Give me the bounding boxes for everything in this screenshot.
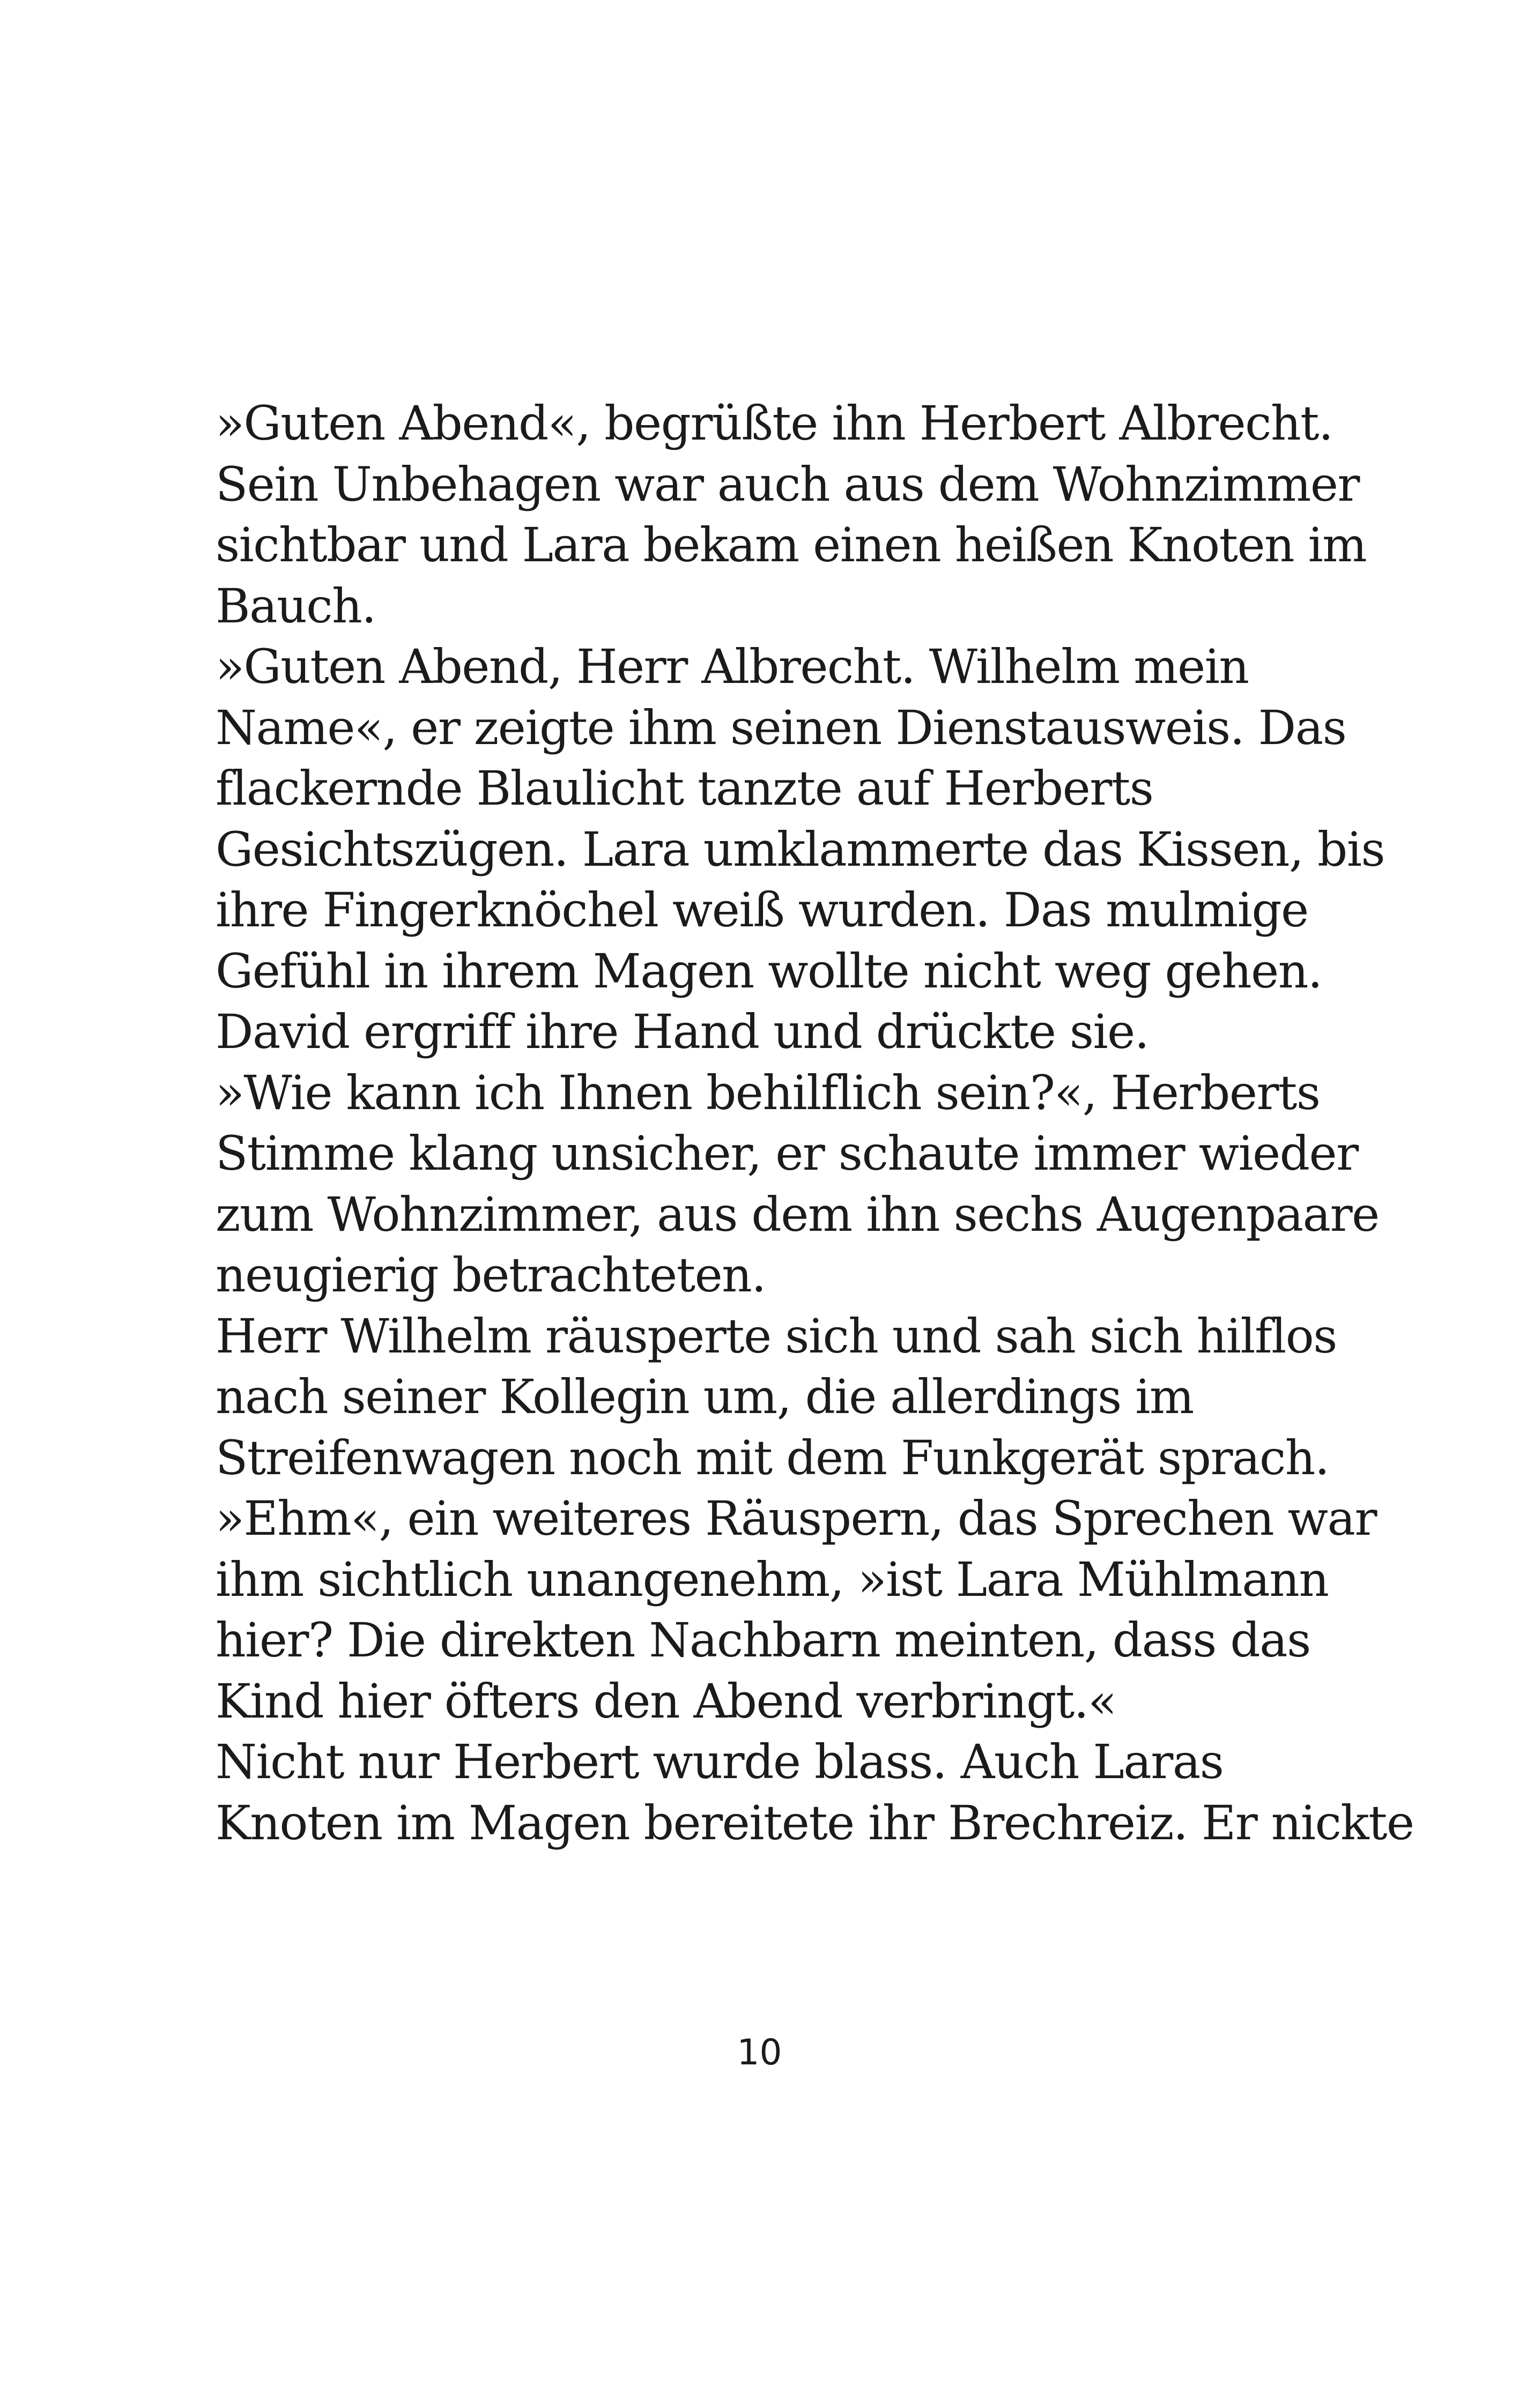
text-line: Name«, er zeigte ihm seinen Dienstausweis. Das [216, 700, 1346, 755]
text-line: Nicht nur Herbert wurde blass. Auch Laras [216, 1734, 1224, 1789]
text-line: Gesichtszügen. Lara umklammerte das Kissen, bis [216, 821, 1385, 877]
text-line: Stimme klang unsicher, er schaute immer wieder [216, 1126, 1358, 1181]
text-line: zum Wohnzimmer, aus dem ihn sechs Augenpaare [216, 1186, 1379, 1242]
text-line: »Wie kann ich Ihnen behilflich sein?«, Herberts [216, 1065, 1320, 1120]
text-line: David ergriff ihre Hand und drückte sie. [216, 1004, 1149, 1059]
text-line: »Ehm«, ein weiteres Räuspern, das Sprechen war [216, 1491, 1377, 1546]
text-line: Sein Unbehagen war auch aus dem Wohnzimmer [216, 456, 1359, 512]
text-line: Gefühl in ihrem Magen wollte nicht weg gehen. [216, 943, 1322, 999]
text-line: sichtbar und Lara bekam einen heißen Knoten im [216, 517, 1367, 573]
text-line: flackernde Blaulicht tanzte auf Herberts [216, 761, 1153, 816]
text-line: hier? Die direkten Nachbarn meinten, dass das [216, 1612, 1310, 1668]
text-line: Streifenwagen noch mit dem Funkgerät sprach. [216, 1430, 1329, 1485]
text-line: nach seiner Kollegin um, die allerdings im [216, 1369, 1194, 1424]
text-line: Knoten im Magen bereitete ihr Brechreiz. Er nickte [216, 1795, 1414, 1850]
text-line: neugierig betrachteten. [216, 1247, 766, 1303]
text-line: Kind hier öfters den Abend verbringt.« [216, 1673, 1116, 1729]
text-line: »Guten Abend«, begrüßte ihn Herbert Albrecht. [216, 396, 1333, 451]
page-number: 10 [737, 2032, 782, 2073]
text-line: ihm sichtlich unangenehm, »ist Lara Mühlmann [216, 1551, 1329, 1607]
text-line: Herr Wilhelm räusperte sich und sah sich hilflos [216, 1308, 1337, 1364]
text-line: ihre Fingerknöchel weiß wurden. Das mulmige [216, 882, 1308, 938]
text-line: Bauch. [216, 578, 376, 634]
text-line: »Guten Abend, Herr Albrecht. Wilhelm mein [216, 639, 1249, 694]
body-text [216, 393, 1414, 1853]
